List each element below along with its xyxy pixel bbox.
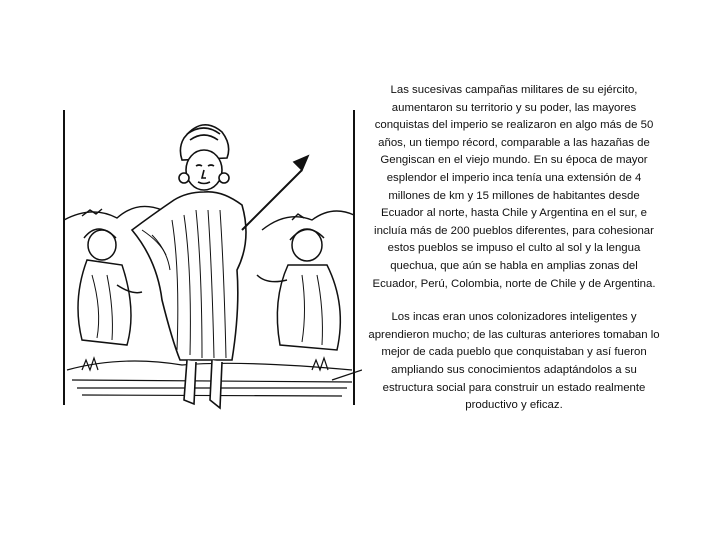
central-figure [132,125,308,408]
woodcut-inca-ruler-icon [62,70,362,420]
left-kneeling-figure [78,229,142,345]
ground-hatching [67,361,352,396]
paragraph-colonizers: Los incas eran unos colonizadores inteligentes y aprendieron mucho; de las culturas anteriores tomaban lo mejor de cada pueblo que conquistaban y así fueron ampliando sus conocimientos adaptándolos a su estructura social para construir un estado realmente productivo y eficaz. [368,311,660,412]
paragraph-conquests: Las sucesivas campañas militares de su ejército, aumentaron su territorio y su poder, las mayores conquistas del imperio se realizaron en algo más de 50 años, un tiempo récord, comparable a las hazañas de Gengiscan en el viejo mundo. En su época de mayor esplendor el imperio inca tenía una extensión de 4 millones de km y 15 millones de habitantes desde Ecuador al norte, hasta Chile y Argentina en el sur, e incluía más de 200 pueblos diferentes, para cohesionar estos pueblos se impuso el culto al sol y la lengua quechua, que aún se habla en amplias zonas del Ecuador, Perú, Colombia, norte de Chile y de Argentina. [372,84,656,290]
woodcut-illustration [62,70,362,420]
right-kneeling-figure [257,229,340,350]
hill-right [262,211,354,230]
text-column [368,82,660,415]
